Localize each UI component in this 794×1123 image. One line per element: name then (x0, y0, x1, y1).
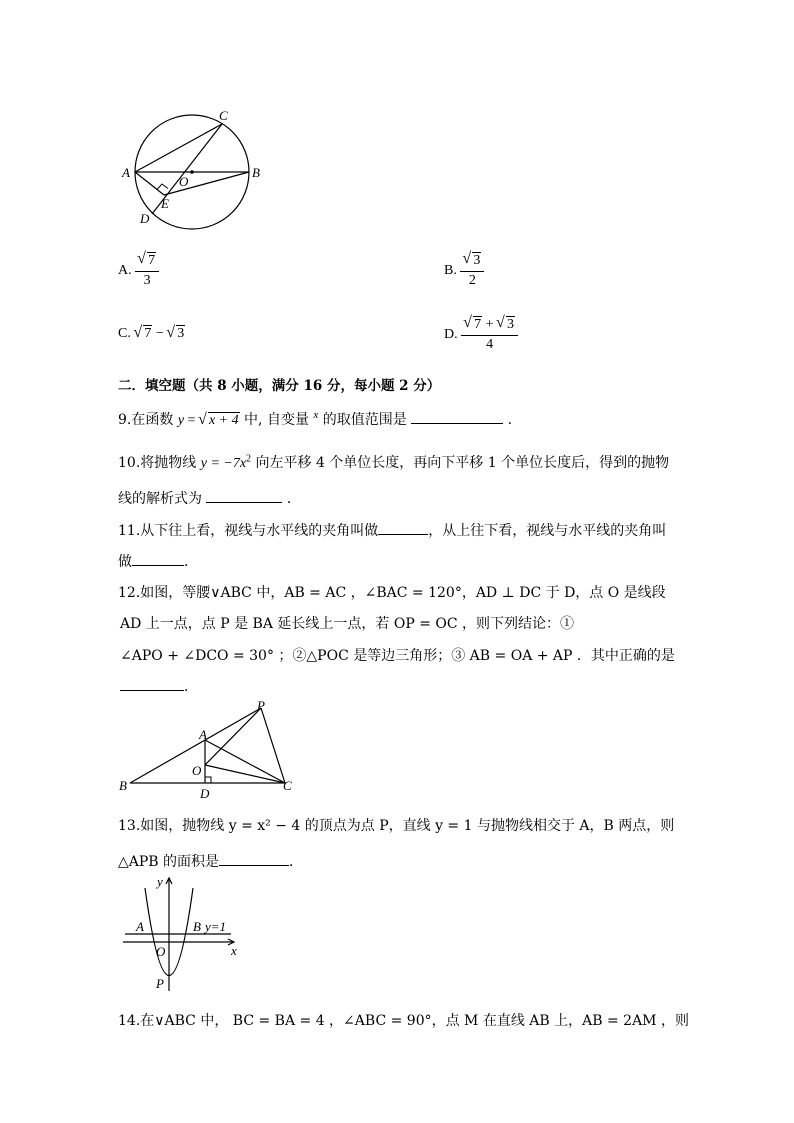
q11-line2: 做 (118, 554, 132, 570)
option-b-radicand: 3 (473, 253, 481, 268)
option-d[interactable] (444, 316, 518, 354)
option-b[interactable] (444, 252, 484, 290)
q10-suffix: 向左平移 4 个单位长度，再向下平移 1 个单位长度后，得到的抛物 (251, 455, 670, 471)
option-b-den: 2 (468, 273, 476, 288)
q9-radicand: x + 4 (208, 413, 239, 428)
question-12-line2: AD 上一点，点 P 是 BA 延长线上一点，若 OP = OC ，则下列结论：① (120, 616, 575, 632)
chord-ac (135, 124, 222, 172)
line-label: y=1 (205, 919, 227, 934)
q11-line1-a: 11.从下往上看，视线与水平线的夹角叫做 (118, 523, 379, 539)
question-12-line3: ∠APO + ∠DCO = 30° ；②△POC 是等边三角形；③ AB = OA + AP ．其中正确的是 (120, 648, 675, 664)
segment-ae (135, 172, 164, 195)
option-a-radicand: 7 (148, 253, 156, 268)
question-9 (118, 409, 512, 429)
question-13-line1: 13.如图，抛物线 y = x² − 4 的顶点为点 P，直线 y = 1 与抛物线相交于 A，B 两点，则 (118, 818, 675, 834)
option-d-den: 4 (486, 337, 494, 352)
question-14-line1: 14.在∨ABC 中， BC = BA = 4 ，∠ABC = 90°，点 M 在直线 AB 上，AB = 2AM ，则 (118, 1013, 689, 1029)
label-b: B (252, 165, 260, 180)
circle-figure (115, 105, 275, 230)
question-10-line2 (118, 488, 301, 508)
q11-answer-blank-1[interactable] (378, 520, 428, 535)
option-c-radicand-b: 3 (177, 326, 185, 341)
segment-oc (205, 765, 285, 783)
q13-answer-blank[interactable] (219, 851, 289, 866)
q11-end: ． (184, 554, 198, 570)
option-d-plus: + (485, 317, 494, 332)
label-a: A (199, 727, 207, 742)
q10-formula: = −7x (206, 456, 247, 471)
label-o: O (179, 174, 189, 189)
q13-end: ． (289, 854, 304, 870)
label-o: O (156, 944, 166, 959)
q9-answer-blank[interactable] (411, 409, 503, 424)
label-c: C (283, 778, 292, 793)
option-c-label: C. (118, 326, 131, 341)
label-p: P (257, 698, 265, 713)
label-d: D (140, 211, 150, 226)
question-11-line2 (118, 551, 198, 571)
q11-answer-blank-2[interactable] (132, 551, 184, 566)
right-angle-mark (157, 184, 168, 190)
option-b-label: B. (444, 263, 457, 279)
y-axis-label: y (157, 874, 163, 889)
label-a: A (122, 165, 130, 180)
label-d: D (200, 786, 210, 801)
option-d-radicand-a: 7 (474, 317, 482, 332)
option-c-radicand-a: 7 (144, 326, 152, 341)
label-a: A (136, 919, 144, 934)
q11-line1-b: ，从上往下看，视线与水平线的夹角叫 (428, 523, 667, 539)
segment-op (205, 708, 261, 765)
label-o: O (192, 763, 202, 778)
q10-line2: 线的解析式为 (118, 491, 202, 507)
x-axis-label: x (231, 943, 237, 958)
q10-prefix: 10.将抛物线 (118, 455, 201, 471)
parabola-figure (115, 873, 250, 993)
q12-end: ． (184, 679, 198, 695)
q9-mid: 中, 自变量 (239, 412, 314, 428)
option-c[interactable] (118, 326, 185, 342)
question-10-line1 (118, 452, 669, 472)
question-12-line1: 12.如图，等腰∨ABC 中，AB = AC ，∠BAC = 120°，AD ⊥ DC 于 D，点 O 是线段 (118, 585, 666, 601)
q9-prefix: 9.在函数 (118, 412, 174, 428)
option-a[interactable] (118, 252, 159, 290)
center-point (190, 170, 194, 174)
label-e: E (161, 196, 169, 211)
right-angle-mark-d (205, 777, 211, 783)
option-d-label: D. (444, 327, 458, 343)
option-d-radicand-b: 3 (507, 317, 515, 332)
q13-line2: △APB 的面积是 (118, 854, 220, 870)
option-c-minus: − (155, 326, 164, 341)
label-p: P (156, 976, 164, 991)
segment-eb (164, 172, 249, 195)
label-b: B (119, 778, 127, 793)
q9-eq: = (184, 413, 199, 428)
q10-y: y (200, 456, 207, 471)
option-a-den: 3 (143, 273, 151, 288)
label-b: B (193, 919, 201, 934)
q10-answer-blank[interactable] (206, 488, 282, 503)
question-13-line2 (118, 851, 303, 871)
q9-suffix: 的取值范围是 (318, 412, 407, 428)
q10-end: ． (286, 491, 301, 507)
q9-x: x (313, 409, 319, 421)
question-12-line4 (120, 676, 198, 696)
triangle-figure (115, 698, 300, 802)
option-a-label: A. (118, 263, 132, 279)
q12-answer-blank[interactable] (120, 676, 184, 691)
q9-end: . (507, 412, 513, 428)
question-11-line1 (118, 520, 666, 540)
q10-exp: 2 (246, 453, 252, 465)
q9-y: y (177, 413, 185, 428)
label-c: C (219, 108, 228, 123)
section-heading: 二．填空题（共 8 小题，满分 16 分，每小题 2 分） (118, 378, 441, 394)
